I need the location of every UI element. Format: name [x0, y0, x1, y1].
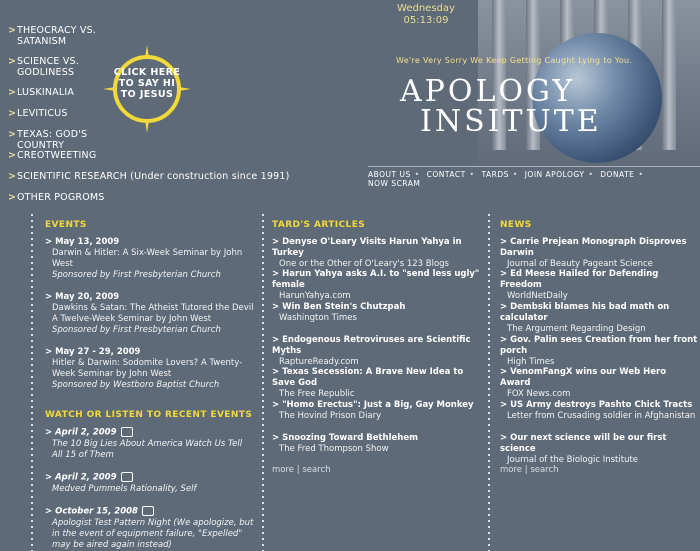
- article-item[interactable]: > "Homo Erectus": Just a Big, Gay Monkey The Hovind Prison Diary: [272, 400, 474, 421]
- news-item[interactable]: > VenomFangX wins our Web Hero Award FOX News.com: [500, 367, 667, 399]
- article-item[interactable]: > Texas Secession: A Brave New Idea to Save God The Free Republic: [272, 367, 464, 399]
- topnav-join-apology[interactable]: JOIN APOLOGY: [524, 170, 585, 179]
- divider-dots: [488, 212, 490, 551]
- watch-item[interactable]: > April 2, 2009 Medved Pummels Rationality, Self: [45, 472, 197, 494]
- news-item[interactable]: > Ed Meese Hailed for Defending Freedom WorldNetDaily: [500, 269, 659, 301]
- watch-heading: WATCH OR LISTEN TO RECENT EVENTS: [45, 410, 253, 420]
- article-item[interactable]: > Win Ben Stein's Chutzpah Washington Times: [272, 302, 406, 323]
- news-more-link[interactable]: more: [500, 465, 523, 475]
- nav-label: SCIENTIFIC RESEARCH: [17, 171, 127, 182]
- header-divider: [368, 166, 700, 167]
- tagline: We're Very Sorry We Keep Getting Caught Lying to You.: [396, 56, 633, 65]
- event-item[interactable]: > May 13, 2009 Darwin & Hitler: A Six-Week Seminar by John West Sponsored by First Presbyterian Church: [45, 237, 243, 280]
- articles-more-search: more | search: [272, 465, 331, 475]
- news-search-link[interactable]: search: [530, 465, 559, 475]
- chevron-right-icon: >: [8, 25, 17, 36]
- topnav-tards[interactable]: TARDS: [481, 170, 509, 179]
- articles-heading: TARD'S ARTICLES: [272, 220, 366, 230]
- tv-icon: [142, 506, 154, 516]
- article-item[interactable]: > Endogenous Retroviruses are Scientific Myths RaptureReady.com: [272, 335, 471, 367]
- chevron-right-icon: >: [8, 56, 17, 67]
- say-hi-to-jesus-badge[interactable]: [103, 45, 191, 133]
- tv-icon: [121, 427, 133, 437]
- event-item[interactable]: > May 27 - 29, 2009 Hitler & Darwin: Sodomite Lovers? A Twenty-Week Seminar by John West Sponsored by Westboro Baptist Church: [45, 347, 243, 390]
- date-time-value: 05:13:09: [403, 15, 449, 26]
- news-item[interactable]: > Dembski blames his bad math on calculator The Argument Regarding Design: [500, 302, 670, 334]
- topnav-about-us[interactable]: ABOUT US: [368, 170, 411, 179]
- nav-sublabel: (Under construction since 1991): [130, 171, 290, 182]
- tv-icon: [121, 472, 133, 482]
- articles-search-link[interactable]: search: [302, 465, 331, 475]
- chevron-right-icon: >: [8, 192, 17, 203]
- articles-more-link[interactable]: more: [272, 465, 295, 475]
- chevron-right-icon: >: [8, 108, 17, 119]
- top-nav: ABOUT US • CONTACT • TARDS • JOIN APOLOGY • DONATE • NOW SCRAM: [368, 170, 644, 188]
- news-item[interactable]: > Our next science will be our first science Journal of the Biologic Institute: [500, 433, 667, 465]
- logo-line1[interactable]: APOLOGY: [400, 74, 576, 109]
- watch-item[interactable]: > April 2, 2009 The 10 Big Lies About America Watch Us Tell All 15 of Them: [45, 427, 243, 460]
- date-day: Wednesday: [397, 3, 455, 14]
- news-heading: NEWS: [500, 220, 532, 230]
- badge-text: CLICK HERE TO SAY HI TO JESUS: [113, 67, 181, 100]
- events-heading: EVENTS: [45, 220, 87, 230]
- divider-dots: [31, 212, 33, 551]
- divider-dots: [262, 212, 264, 551]
- event-item[interactable]: > May 20, 2009 Dawkins & Satan: The Atheist Tutored the Devil A Twelve-Week Seminar by John West Sponsored by First Presbyterian Church: [45, 292, 254, 335]
- date-time: [396, 3, 456, 27]
- article-item[interactable]: > Snoozing Toward Bethlehem The Fred Thompson Show: [272, 433, 418, 454]
- news-item[interactable]: > US Army destroys Pashto Chick Tracts Letter from Crusading soldier in Afghanistan: [500, 400, 696, 421]
- chevron-right-icon: >: [8, 150, 17, 161]
- article-item[interactable]: > Harun Yahya asks A.I. to "send less ugly" female HarunYahya.com: [272, 269, 480, 301]
- news-item[interactable]: > Carrie Prejean Monograph Disproves Darwin Journal of Beauty Pageant Science: [500, 237, 687, 269]
- topnav-now-scram[interactable]: NOW SCRAM: [368, 179, 421, 188]
- chevron-right-icon: >: [8, 171, 17, 182]
- topnav-contact[interactable]: CONTACT: [426, 170, 466, 179]
- chevron-right-icon: >: [8, 129, 17, 140]
- topnav-donate[interactable]: DONATE: [600, 170, 635, 179]
- logo-line2[interactable]: INSITUTE: [420, 104, 602, 139]
- news-more-search: more | search: [500, 465, 559, 475]
- article-item[interactable]: > Denyse O'Leary Visits Harun Yahya in Turkey One or the Other of O'Leary's 123 Blogs: [272, 237, 462, 269]
- chevron-right-icon: >: [8, 87, 17, 98]
- watch-item[interactable]: > October 15, 2008 Apologist Test Pattern Night (We apologize, but in the event of equipment failure, "Expelled" may be aired again instead): [45, 506, 254, 550]
- news-item[interactable]: > Gov. Palin sees Creation from her front porch High Times: [500, 335, 698, 367]
